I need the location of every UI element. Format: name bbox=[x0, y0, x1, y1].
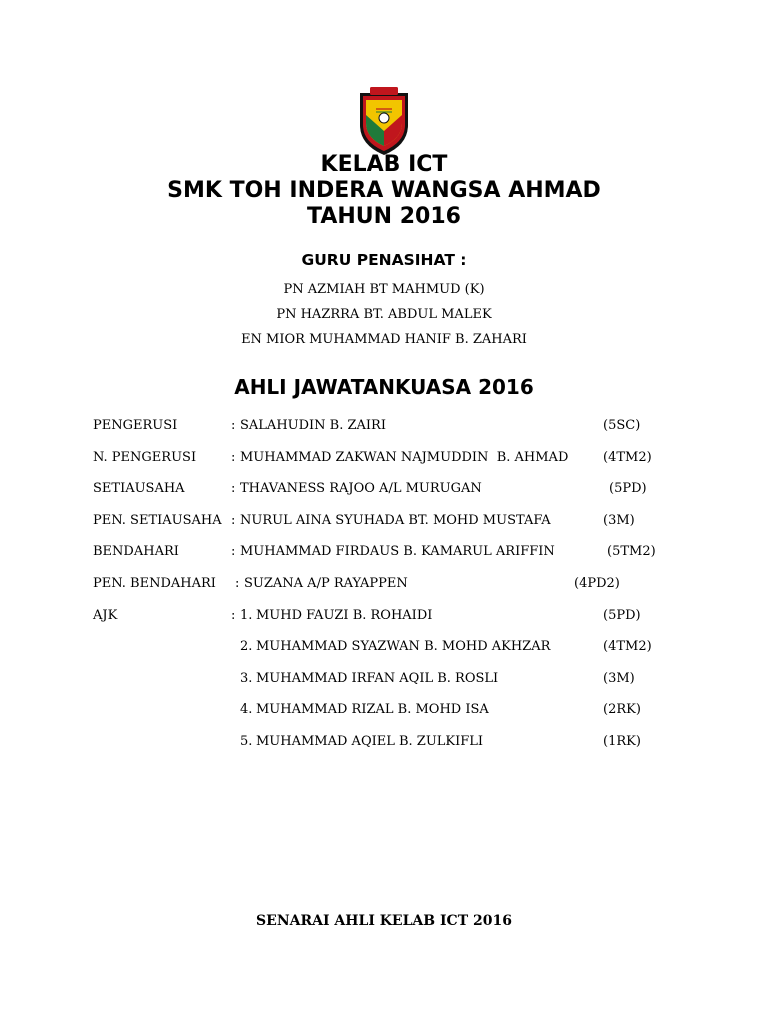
member-name: NURUL AINA SYUHADA BT. MOHD MUSTAFA bbox=[240, 512, 551, 528]
separator: : bbox=[235, 575, 240, 591]
committee-roster bbox=[93, 416, 693, 764]
position-label: PEN. SETIAUSAHA bbox=[93, 512, 222, 528]
ajk-row bbox=[93, 700, 693, 732]
title-line-school: SMK TOH INDERA WANGSA AHMAD bbox=[167, 178, 601, 203]
ajk-row bbox=[93, 606, 693, 638]
title-line-club: KELAB ICT bbox=[320, 152, 448, 177]
committee-row bbox=[93, 448, 693, 480]
footer-caption: SENARAI AHLI KELAB ICT 2016 bbox=[256, 913, 512, 929]
committee-heading: AHLI JAWATANKUASA 2016 bbox=[234, 375, 534, 399]
separator: : bbox=[231, 481, 236, 497]
member-class: (3M) bbox=[603, 512, 635, 528]
separator: : bbox=[231, 544, 236, 560]
member-class: (1RK) bbox=[603, 733, 641, 749]
member-class: (4TM2) bbox=[603, 449, 652, 465]
ajk-row bbox=[93, 669, 693, 701]
member-name: SUZANA A/P RAYAPPEN bbox=[244, 575, 408, 591]
member-number: 4. bbox=[240, 702, 253, 718]
member-class: (4TM2) bbox=[603, 639, 652, 655]
member-class: (3M) bbox=[603, 670, 635, 686]
position-label: SETIAUSAHA bbox=[93, 481, 185, 497]
advisor-name: EN MIOR MUHAMMAD HANIF B. ZAHARI bbox=[241, 332, 527, 347]
advisor-name: PN HAZRRA BT. ABDUL MALEK bbox=[276, 307, 492, 322]
separator: : bbox=[231, 607, 236, 623]
member-name: MUHD FAUZI B. ROHAIDI bbox=[256, 607, 433, 623]
member-class: (4PD2) bbox=[574, 575, 620, 591]
member-name: MUHAMMAD FIRDAUS B. KAMARUL ARIFFIN bbox=[240, 544, 555, 560]
position-label: N. PENGERUSI bbox=[93, 449, 197, 465]
separator: : bbox=[231, 512, 236, 528]
member-name: MUHAMMAD SYAZWAN B. MOHD AKHZAR bbox=[256, 639, 551, 655]
member-class: (2RK) bbox=[603, 702, 641, 718]
committee-row bbox=[93, 574, 693, 606]
member-name: MUHAMMAD IRFAN AQIL B. ROSLI bbox=[256, 670, 499, 686]
advisors-heading: GURU PENASIHAT : bbox=[301, 251, 467, 269]
member-number: 3. bbox=[240, 670, 253, 686]
committee-row bbox=[93, 511, 693, 543]
member-name: SALAHUDIN B. ZAIRI bbox=[240, 418, 386, 433]
member-name: MUHAMMAD ZAKWAN NAJMUDDIN B. AHMAD bbox=[240, 449, 569, 465]
position-label: PENGERUSI bbox=[93, 418, 178, 433]
advisors-list bbox=[0, 280, 768, 355]
committee-row bbox=[93, 416, 693, 448]
advisor-name: PN AZMIAH BT MAHMUD (K) bbox=[283, 282, 485, 297]
position-label: PEN. BENDAHARI bbox=[93, 575, 216, 591]
separator: : bbox=[231, 418, 236, 433]
ajk-row bbox=[93, 732, 693, 764]
ajk-row bbox=[93, 637, 693, 669]
member-number: 1. bbox=[240, 607, 253, 623]
title-line-year: TAHUN 2016 bbox=[307, 204, 461, 229]
member-name: MUHAMMAD AQIEL B. ZULKIFLI bbox=[256, 733, 484, 749]
member-class: (5PD) bbox=[603, 607, 641, 623]
member-name: MUHAMMAD RIZAL B. MOHD ISA bbox=[256, 702, 489, 718]
committee-row bbox=[93, 479, 693, 511]
member-name: THAVANESS RAJOO A/L MURUGAN bbox=[240, 481, 482, 497]
member-class: (5SC) bbox=[603, 418, 641, 433]
position-label: BENDAHARI bbox=[93, 544, 179, 560]
member-number: 2. bbox=[240, 639, 253, 655]
position-label: AJK bbox=[93, 607, 118, 623]
member-class: (5PD) bbox=[609, 481, 647, 497]
committee-row bbox=[93, 542, 693, 574]
document-title bbox=[0, 152, 768, 230]
member-number: 5. bbox=[240, 733, 253, 749]
school-crest-logo bbox=[356, 85, 412, 157]
member-class: (5TM2) bbox=[607, 544, 656, 560]
separator: : bbox=[231, 449, 236, 465]
